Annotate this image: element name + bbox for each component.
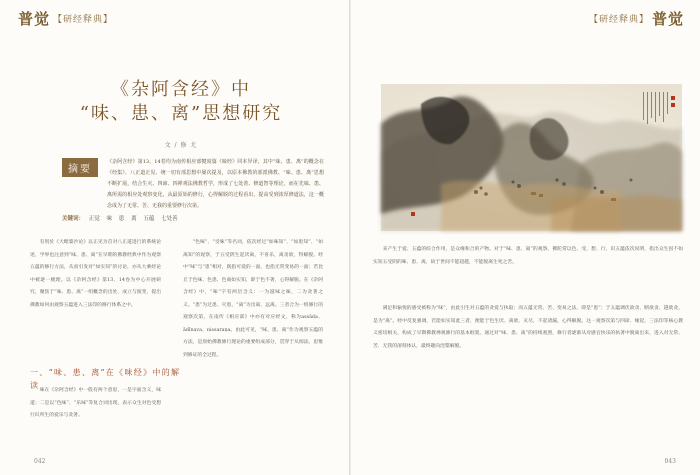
keyword: 正觉 xyxy=(88,216,100,222)
body-paragraph: 来产生于爱、五蕴的综合作用，是众缘和合的产物。对于“味、患、离”的观察，佛陀常以色、受、想、行、识五蕴依次说明，指出众生因不如实知五受阴的味、患、离，故于世间不能超越，不能脱离生死之苦。 xyxy=(373,247,683,265)
body-paragraph: 满足和愉悦的感受被称为“味”，由此引生对五蕴的贪爱与执取；而五蕴无常、苦、变易之法，即是“患”；于五蕴调伏欲贪、断欲贪、越欲贪，是为“离”。经中反复强调，若能如实知此三者，便能于色生厌、离欲、灭尽，不起诸漏，心得解脱。这一观察次第与四谛、缘起、三法印等核心教义密切相关，构成了早期佛教禅观修行的基本框架。通过对“味、患、离”的持续观照，修行者逐渐从对感官快乐的执著中脱离出来，进入对无常、苦、无我的深刻体认，最终趣向涅槃解脱。 xyxy=(373,306,683,349)
red-seal-stamp xyxy=(671,96,675,100)
article-title-block xyxy=(16,78,346,149)
keyword: 患 xyxy=(118,216,125,222)
running-header-right xyxy=(589,8,684,29)
body-column-2 xyxy=(373,303,683,443)
body-paragraph: 味在《杂阿含经》中一般有两个意思，一是字面含义，味道；二是以“色味”、“乐味”等复合词出现，表示众生对色受想行识所生的爱乐与贪著。 xyxy=(30,388,161,418)
running-header-left xyxy=(18,8,113,29)
body-paragraph: “色味”、“受味”等名词，依次经过“如味知”、“如患知”、“如离知”的观察，于五受阴生起厌离，不喜乐，离贪欲，得解脱。经中“味”与“患”相对，既指可爱的一面，也指无常变易的一面；若比丘于色味、色患、色离如实知，即于色不著，心得解脱。在《杂阿含经》中，“味”字有两层含义：一为滋味之味，二为贪著之义。“患”为过患、灾患，“离”为出离、远离。三者合为一组修行的观察次第，在南传《相应部》中亦有对应经文，称为assāda、ādīnava、nissaraṇa。由此可见，“味、患、离”作为观察五蕴的方法，是原始佛教修行理论的重要组成部分，贯穿于从闻法、思惟到修证的全过程。 xyxy=(183,240,323,358)
body-column-1 xyxy=(373,244,683,298)
magazine-brand: 普觉 xyxy=(651,10,684,28)
section-tag: 【研经释典】 xyxy=(588,15,649,25)
red-seal-stamp xyxy=(671,103,675,107)
article-title-line-1: 《杂阿含经》中 xyxy=(111,79,251,100)
keyword: 五蕴 xyxy=(143,216,155,222)
abstract-text: 《杂阿含经》第13、14卷均为南传相应部犍度篇《味经》同本异译，其中“味、患、离”的概念在《经集》、八正道正见、统一切有部思想中屡次提及，以原本佛教的部派佛教、“味、患、离”思想不断扩展，结合生灭、四谛、四禅观法佛教哲学，形成了七处善、修道智等理论，而在先味、患、离所需的相应处观察变化，从最原始的修行，心得解脱的过程看出，提高受到浓厚修道法，这一概念成为了无常、苦、无我的重要修行次第。 xyxy=(107,159,324,209)
section-tag: 【研经释典】 xyxy=(53,15,114,25)
abstract-box xyxy=(62,155,324,225)
left-page xyxy=(0,0,349,475)
author-byline: 文 / 修 尤 xyxy=(164,142,198,149)
body-paragraph: 有别於《大毗婆沙论》以正见为首对八正道进行的系统论述，学界也注意到“味、患、离”在早期的佛教经典中作为观察五蕴的修行方法，从而引发对“如实知”的讨论，亦从大乘经论中被逐一梳理。以《杂阿含经》第13、14卷为中心开展研究，聚焦于“味、患、离”一组概念的出处、成立与演变，提出佛教如何由观察五蕴进入三法印的修行体系之中。 xyxy=(30,240,161,308)
landscape-ink-painting xyxy=(381,84,682,231)
page-number: 043 xyxy=(664,458,676,465)
keyword: 七处善 xyxy=(161,216,178,222)
red-seal-stamp xyxy=(411,212,415,216)
keyword: 味 xyxy=(106,216,113,222)
keywords-label: 关键词： xyxy=(62,216,85,222)
article-title-line-2: “味、患、离”思想研究 xyxy=(79,103,283,124)
ink-wash-landscape-image xyxy=(381,84,682,231)
right-page xyxy=(351,0,700,475)
magazine-brand: 普觉 xyxy=(18,10,51,28)
page-number: 042 xyxy=(34,458,46,465)
keywords-line xyxy=(62,214,183,222)
body-column-1 xyxy=(30,237,180,418)
section-heading: 一、“味、患、离”在《味经》中的解读 xyxy=(30,368,180,390)
body-column-2 xyxy=(183,237,323,457)
abstract-label: 摘要 xyxy=(62,158,98,177)
keyword: 离 xyxy=(131,216,137,222)
